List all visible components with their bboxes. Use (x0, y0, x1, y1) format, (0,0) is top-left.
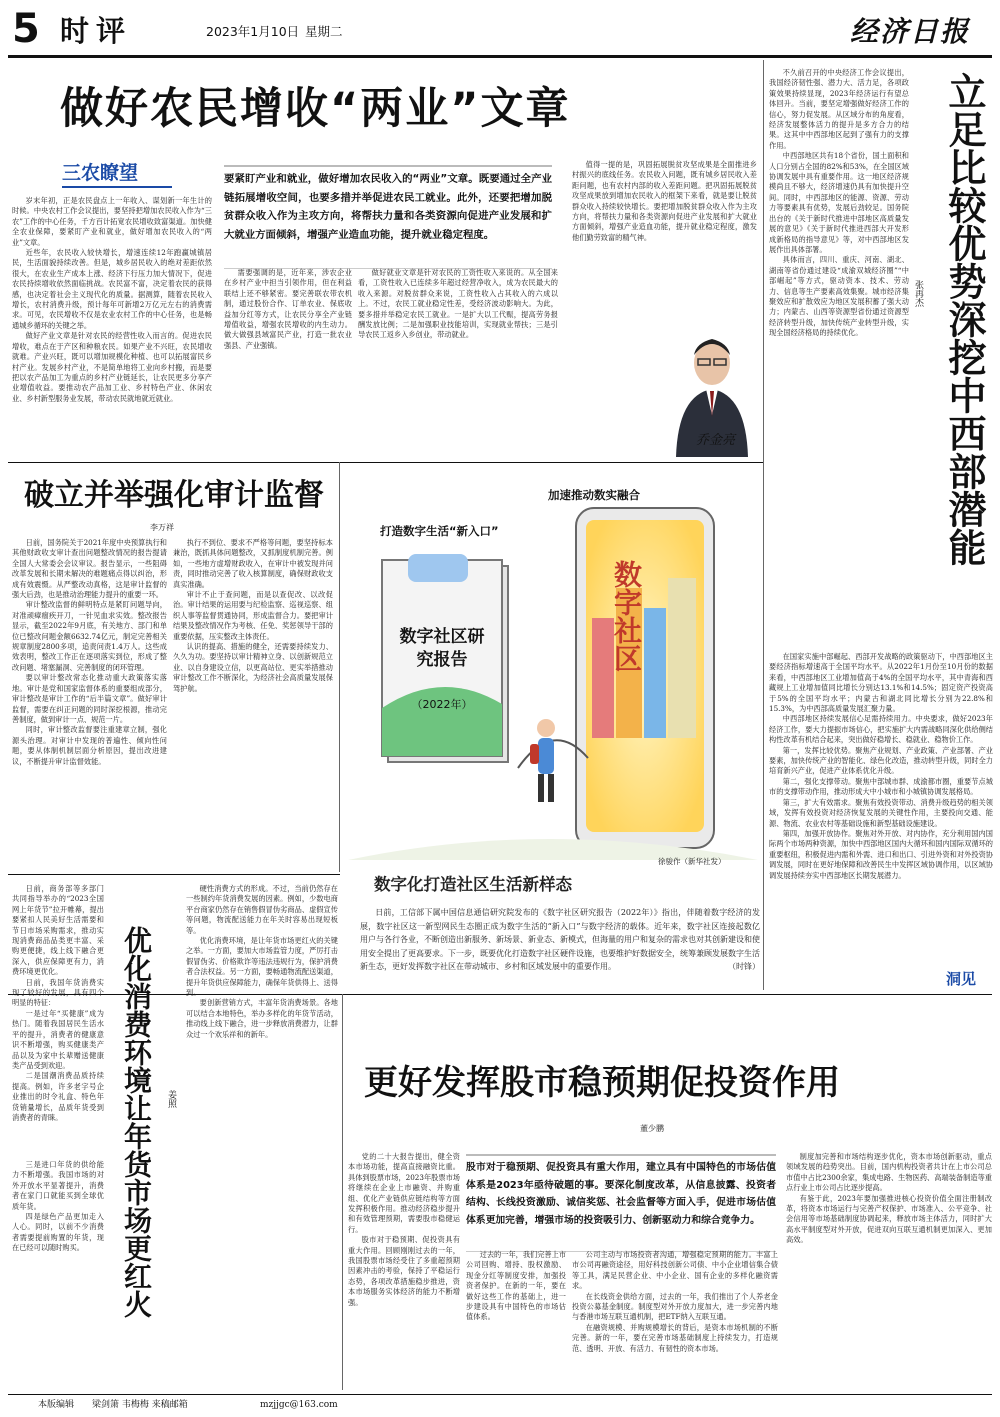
article1-title: 做好农民增收“两业”文章 (60, 84, 571, 134)
column-label-sannong: 三农瞭望 (62, 160, 172, 188)
article4-author: 姜照 (166, 1090, 176, 1108)
rule-v (342, 994, 343, 1390)
paragraph: 做好就业文章是针对农民的工资性收入来说的。从全国来看，工资性收入已连续多年超过经营净收入，成为农民最大的收入来源。对脱贫群众来说，工资性收入占其收入的六成以上。不过，农民工就业稳定性差，受经济波动影响大。为此，要多措并举稳定农民工就业。一是扩大以工代赈，提高劳务报酬发放比例；二是加强职业技能培训，实现就业帮扶；三是引导农民工返乡入乡创业，带动就业。 (358, 268, 558, 340)
paragraph: 在国家实施中部崛起、西部开发战略的政策驱动下，中西部地区主要经济指标增速高于全国平均水平。从2022年1月份至10月份的数据来看，中西部地区工业增加值高于4%的全国平均水平，其中青海和西藏规上工业增加值同比增长分别达13.1%和14.5%；固定资产投资高于5%的全国平均水平；内蒙古和湖北同比增长分别为22.8%和15.3%，为中西部高质量发展汇聚力量。 (769, 652, 993, 714)
article3-title: 立足比较优势深挖中西部潜能 (942, 72, 986, 566)
paragraph: 要以审计整改常态化推动重大政策落实落地。审计是党和国家监督体系的重要组成部分，审计整改是审计工作的“后半篇文章”。做好审计监督，需要在纠正问题的同时深挖根源，推动完善制度，做到审计一点、规范一片。 (12, 673, 167, 724)
article5-summary: 股市对于稳预期、促投资具有重大作用，建立具有中国特色的市场估值体系是2023年亟待破题的事。要深化制度改革，从信息披露、投资者结构、长线投资激励、诚信奖惩、社会监督等方面入手，促进市场估值体系更加完善，增强市场的投资吸引力、创新驱动力和综合竞争力。 (466, 1162, 776, 1226)
article1-col3 (358, 268, 558, 456)
paragraph: 做好产业文章是针对农民的经营性收入而言的。促进农民增收，难点在于产区和种粮农民。如果产业不兴旺，农民增收就难。产业兴旺，既可以增加规模化种植、也可以拓展富民乡村产业。发展乡村产业，不是简单地将工业向乡村搬，而是要把以农产品加工为重点的乡村产业链延长，让农民更多分享产业增值收益。要推动农产品加工业、乡村特色产业、休闲农业、乡村新型服务业发展，带动农民就地就近就业。 (12, 331, 212, 403)
paragraph: 第四，加强开放协作。聚焦对外开放、对内协作，充分利用国内国际两个市场两种资源，加快中西部地区国内大循环和国内国际双循环的重要枢纽，积极促进内需和外需、进口和出口、引进外资和对外投资协调发展，同时在更好地保障和改善民生中发挥区域协调作用，以区域协调发展持续夯实中西部地区长期发展潜力。 (769, 828, 993, 880)
paragraph: 要创新营销方式，丰富年货消费场景。各地可以结合本地特色，举办多样化的年货节活动，推动线上线下融合，进一步释放消费潜力，让群众过一个欢乐祥和的新年。 (186, 998, 338, 1039)
article1-summary: 要紧盯产业和就业，做好增加农民收入的“两业”文章。既要通过全产业链拓展增收空间，也要多措并举促进农民工就业。此外，还要把增加脱贫群众收入作为主攻方向，将帮扶力量和各类资源向促进产业发展和扩大就业方面倾斜，增强产业造血功能，提升就业稳定程度。 (224, 173, 552, 241)
paragraph: 日前，国务院关于2021年度中央预算执行和其他财政收支审计查出问题整改情况的报告提请全国人大常委会会议审议。报告显示，一些阻碍改革发展和长期未解决的难题痛点得以纠治，形成有效震慑。从严整改动真格，这是审计监督的强大后劲，也是推动治理能力提升的重要一环。 (12, 538, 167, 600)
footer-editors: 梁剑箫 韦梅梅 来稿邮箱 (92, 1400, 188, 1410)
article5-col2 (466, 1250, 566, 1390)
paragraph: 第二，强化支撑带动。聚焦中部城市群、成渝都市圈，重要节点城市的支撑带动作用，推动形成大中小城市和小城镇协调发展格局。 (769, 776, 993, 797)
paragraph: 审计不止于查问题，而是以查促改、以改促治。审计结果的运用要与纪检监察、巡视巡察、组织人事等监督贯通协同，形成监督合力。要把审计结果及整改情况作为考核、任免、奖惩领导干部的重要依据，压实整改主体责任。 (173, 590, 333, 641)
column-label-jianjian: 洞见 (946, 970, 977, 988)
footer-email[interactable]: mzjjgc@163.com (260, 1400, 338, 1410)
paragraph: 第一，发挥比较优势。聚焦产业规划、产业政策、产业部署、产业要素，加快传统产业的智能化、绿色化改造，推动转型升级，同时全力培育新兴产业，促进产业体系优化升级。 (769, 745, 993, 776)
paragraph: 优化消费环境，是让年货市场更红火的关键之举。一方面，要加大市场监管力度，严厉打击假冒伪劣、价格欺诈等违法违规行为，保护消费者合法权益。另一方面，要畅通物流配送渠道，提升年货供应保障能力，确保年货供得上、送得到。 (186, 936, 338, 998)
newspaper-logo: 经济日报 (850, 15, 971, 48)
article2-author: 李万祥 (150, 523, 174, 532)
feature-subtitle: 数字化打造社区生活新样态 (374, 875, 572, 894)
article4-col3 (186, 884, 338, 1384)
illustration-caption-2: 打造数字生活“新入口” (380, 524, 499, 538)
illustration-credit: 徐骏作（新华社发） (658, 857, 726, 866)
feature-text (360, 906, 760, 990)
paragraph: 认识的提高、措施的健全，还需要持续发力、久久为功。要坚持以审计精神立身、以创新规范立业、以自身建设立信，以更高站位、更实举措推动审计整改工作不断深化，为经济社会高质量发展保驾护航。 (173, 642, 333, 693)
rule-v (763, 60, 764, 990)
section-rule (8, 462, 763, 463)
article2-col1 (12, 538, 167, 868)
article3-author: 张再杰 (913, 280, 923, 307)
paragraph: 二是国潮消费品质持续提高。例如，许多老字号企业推出的时令礼盒、特色年货销量增长，品质年货受到消费者的青睐。 (12, 1071, 104, 1122)
paragraph: 过去的一年，我们完善上市公司回购、增持、股权激励、现金分红等制度安排，加强投资者保护。在新的一年，要在做好这些工作的基础上，进一步建设具有中国特色的市场估值体系。 (466, 1250, 566, 1322)
section-rule (8, 874, 340, 875)
article1-col2 (224, 268, 352, 456)
paragraph: 日前，工信部下属中国信息通信研究院发布的《数字社区研究报告（2022年）》指出，伴随着数字经济的发展，数字社区这一新型网民生态圈正成为数字生活的“新入口”与数字经济的载体。近年来，数字社区连接起数亿用户与各行各业，不断创造出新服务、新场景、新业态、新模式，但海量的用户和复杂的需求也对其创新建设和使用安全提出了更高要求。下一步，既要优化打造数字社区硬件设施，也要维护好数据安全，统筹兼顾发展数字生活新生态，更好发挥数字社区在带动城市、乡村和区域发展中的重要作用。 （时锋） (360, 906, 760, 974)
section-name: 时评 (60, 14, 133, 48)
paragraph: 日前，我国年货消费实现了较好的发展，具有四个明显的特征： (12, 977, 104, 1008)
paragraph: 股市对于稳预期、促投资具有重大作用。回顾刚刚过去的一年，我国股票市场经受住了多重超预期因素冲击的考验，保持了平稳运行态势，各项改革措施稳步推进，资本市场服务实体经济的能力不断增强。 (348, 1235, 460, 1307)
article5-col4 (786, 1152, 992, 1390)
paragraph: 第三，扩大有效需求。聚焦有效投资带动、消费升级趋势的相关领域，发挥有效投资对经济恢复发展的关键性作用，主要投向交通、能源、物流、农业农村等基础设施和新型基础设施建设。 (769, 797, 993, 828)
article4-title: 优化消费环境让年货市场更红火 (120, 926, 153, 1318)
feature-author: （时锋） (728, 962, 760, 971)
article3-col2 (769, 652, 993, 977)
paragraph: 公司主动与市场投资者沟通，增强稳定预期的能力。丰富上市公司再融资途径，用好科技创新公司债、中小企业增信集合债等工具，满足民营企业、中小企业、国有企业的多样化融资需求。 (572, 1250, 778, 1291)
footer-editor-label: 本版编辑 (38, 1400, 75, 1410)
footer-rule (8, 1394, 992, 1395)
paragraph: 岁末年初，正是农民盘点上一年收入、谋划新一年生计的时候。中央农村工作会议提出，要坚持把增加农民收入作为“三农”工作的中心任务，千方百计拓宽农民增收致富渠道。加快健全农业保障，要紧盯产业和就业，做好增加农民收入的“两业”文章。 (12, 196, 212, 247)
paragraph: 日前，商务部等多部门共同指导举办的“2023全国网上年货节”拉开帷幕，提出要紧扣人民美好生活需要和节日市场采购需求，推动实现消费商品品类更丰富、采购更便捷，线上线下融合更深入，供应保障更有力，消费环境更优化。 (12, 884, 104, 977)
article2-title: 破立并举强化审计监督 (24, 478, 324, 513)
paragraph: 一是过年“买健康”成为热门。随着我国居民生活水平的提升，消费者的健康意识不断增强，购买健康类产品以及为家中长辈赠送健康类产品受到欢迎。 (12, 1008, 104, 1070)
paragraph: 同时，审计整改监督要注重建章立制，强化源头治理。对审计中发现的普遍性、倾向性问题，要从体制机制层面分析原因，提出改进建议，不断提升审计监督效能。 (12, 725, 167, 766)
issue-weekday: 星期二 (305, 24, 343, 39)
paragraph: 制度加完善和市场结构逐步优化，资本市场创新驱动，重点领域发展的趋势突出。目前，国内机构投资者共计在上市公司总市值中占比2300余家，集成电路、生物医药、高端装备制造等重点行业上市公司占比逐步提高。 (786, 1152, 992, 1193)
paragraph: 执行不到位、要求不严格等问题，要坚持标本兼治，既抓具体问题整改，又抓制度机制完善。例如，一些地方虚增财政收入，在审计中被发现并问责，同时推动完善了收入核算制度，确保财政收支真实准确。 (173, 538, 333, 589)
paragraph: 四是绿色产品更加走入人心。同时，以前不少消费者需要提前购置的年货，现在已经可以随时购买。 (12, 1212, 104, 1253)
paragraph: 在融资规模、并购规模增长的背后，是资本市场机制的不断完善。新的一年，要在完善市场基础制度上持续发力，打造规范、透明、开放、有活力、有韧性的资本市场。 (572, 1322, 778, 1353)
article1-summary-box (224, 165, 552, 269)
paragraph: 近些年，农民收入较快增长，增速连续12年跑赢城镇居民，生活面貌持续改善。但是，城乡居民收入的绝对差距依然很大，在农业生产成本上涨、经济下行压力加大情况下，促进农民持续增收依然面临挑战。农民富不富，决定着农民的获得感，也决定着社会主义现代化的质量。据测算，随着农民收入增长，农村消费升级，预计每年可新增2万亿元左右的消费需求。可见，农民增收不仅是农业农村工作的中心任务，也是畅通城乡循环的关键之举。 (12, 248, 212, 330)
article4-col2 (12, 1160, 104, 1384)
paragraph: 具体而言，四川、重庆、河南、湖北、湖南等省份通过建设“成渝双城经济圈”“中部崛起”等方式，驱动资本、技术、劳动力、信息等生产要素高效集聚。城市经济集聚效应和扩散效应为地区发展积蓄了强大动力；内蒙古、山西等资源型省份通过资源型经济转型升级，加快传统产业转型升级，实现全国经济格局的持续优化。 (769, 255, 909, 338)
paragraph: 党的二十大报告提出，健全资本市场功能，提高直接融资比重。具体到股票市场，2023年股票市场将继续在企业上市融资、并购重组、优化产业链供应链结构等方面发挥积极作用。推动经济稳步提升和有效管理预期，需要股市稳健运行。 (348, 1152, 460, 1234)
report-book-year: （2022年） (411, 698, 473, 711)
article5-summary-box (466, 1154, 776, 1252)
article2-col2 (173, 538, 333, 868)
article5-col1 (348, 1152, 460, 1390)
paragraph: 硬性消费方式的形成。不过，当前仍然存在一些制约年货消费发展的因素。例如，少数电商平台商家仍然存在销售假冒伪劣商品、虚假宣传等问题，物流配送能力在年关时容易出现短板等。 (186, 884, 338, 935)
rule-v (339, 462, 340, 872)
report-book-title: 数字社区研究报告 (399, 627, 485, 670)
article5-col3 (572, 1250, 778, 1390)
paragraph: 有鉴于此，2023年要加强推进核心投资价值全面注册制改革，将资本市场运行与完善产权保护、市场准入、公平竞争、社会信用等市场基础制度协调起来，释放市场主体活力，同时扩大高水平制度型对外开放，促进双向互联互通机制更加深入、更加高效。 (786, 1193, 992, 1245)
paragraph: 中西部地区持续发展信心足需持续用力。中央要求，做好2023年经济工作，要大力提振市场信心，把实施扩大内需战略同深化供给侧结构性改革有机结合起来，突出做好稳增长、稳就业、稳物价工作。 (769, 714, 993, 745)
article1-col4 (572, 160, 757, 310)
paragraph: 值得一提的是，巩固拓展脱贫攻坚成果是全面推进乡村振兴的底线任务。农民收入问题，既有城乡居民收入差距问题，也有农村内部的收入差距问题。把巩固拓展脱贫攻坚成果放到增加农民收入的框架下来看，就是要让脱贫群众收入持续较快增长。要把增加脱贫群众收入作为主攻方向，将帮扶力量和各类资源向促进产业发展和扩大就业方面倾斜，增强产业造血功能，提升就业稳定程度，激发他们勤劳致富的精气神。 (572, 160, 757, 242)
article3-col1 (769, 68, 909, 648)
phone-screen-text: 数字社区 (610, 560, 643, 672)
illustration-caption-1: 加速推动数实融合 (548, 488, 640, 502)
paragraph: 需要强调的是，近年来，涉农企业在乡村产业中担当引领作用，但在利益联结上还不够紧密。要完善联农带农机制，通过股份合作、订单农业、保底收益加分红等方式，让农民分享全产业链增值收益，增强农民增收的内生动力。做大做强县域富民产业，打造一批农业强县、产业强镇。 (224, 268, 352, 350)
paragraph: 三是进口年货的供给能力不断增强。我国市场的对外开放水平显著提升，消费者在家门口就能买到全球优质年货。 (12, 1160, 104, 1211)
author-signature: 乔金亮 (696, 433, 736, 448)
masthead-rule (8, 55, 992, 58)
article5-title: 更好发挥股市稳预期促投资作用 (364, 1063, 840, 1103)
page-number: 5 (12, 8, 40, 50)
paragraph: 不久前召开的中央经济工作会议提出，我国经济韧性强、潜力大、活力足，各项政策效果持续显现，2023年经济运行有望总体回升。当前，要坚定增强做好经济工作的信心，努力促发展。从区域分布的角度看，经济发展整体活力的提升是多方合力的结果。这其中中西部地区起到了强有力的支撑作用。 (769, 68, 909, 150)
paragraph: 在长线资金供给方面，过去的一年，我们推出了个人养老金投资公募基金制度。制度型对外开放力度加大，进一步完善内地与香港市场互联互通机制，把ETF纳入互联互通。 (572, 1291, 778, 1322)
paragraph: 审计整改监督的鲜明特点是紧盯问题导向，对准顽瘴痼疾开刀，一针见血求实效。整改报告显示，截至2022年9月底，有关地方、部门和单位已整改问题金额6632.74亿元，制定完善相关规章制度2800多项，追责问责1.4万人。这些成效表明，整改工作正在逐项落实到位，形成了整改问题、堵塞漏洞、完善制度的闭环管理。 (12, 600, 167, 672)
issue-date: 2023年1月10日 (206, 24, 300, 39)
article1-col1 (12, 196, 212, 456)
article5-author: 董少鹏 (640, 1124, 664, 1133)
paragraph: 中西部地区共有18个省份，国土面积和人口分别占全国的82%和53%，在全国区域协调发展中具有重要作用。这一地区经济规模尚且不够大，经济增速仍具有加快提升空间。同时，中西部地区的能源、资源、劳动力等要素具有优势，发展后劲较足。国务院出台的《关于新时代推进中部地区高质量发展的意见》《关于新时代推进西部大开发形成新格局的指导意见》等，对中西部地区发展作出具体部署。 (769, 151, 909, 254)
